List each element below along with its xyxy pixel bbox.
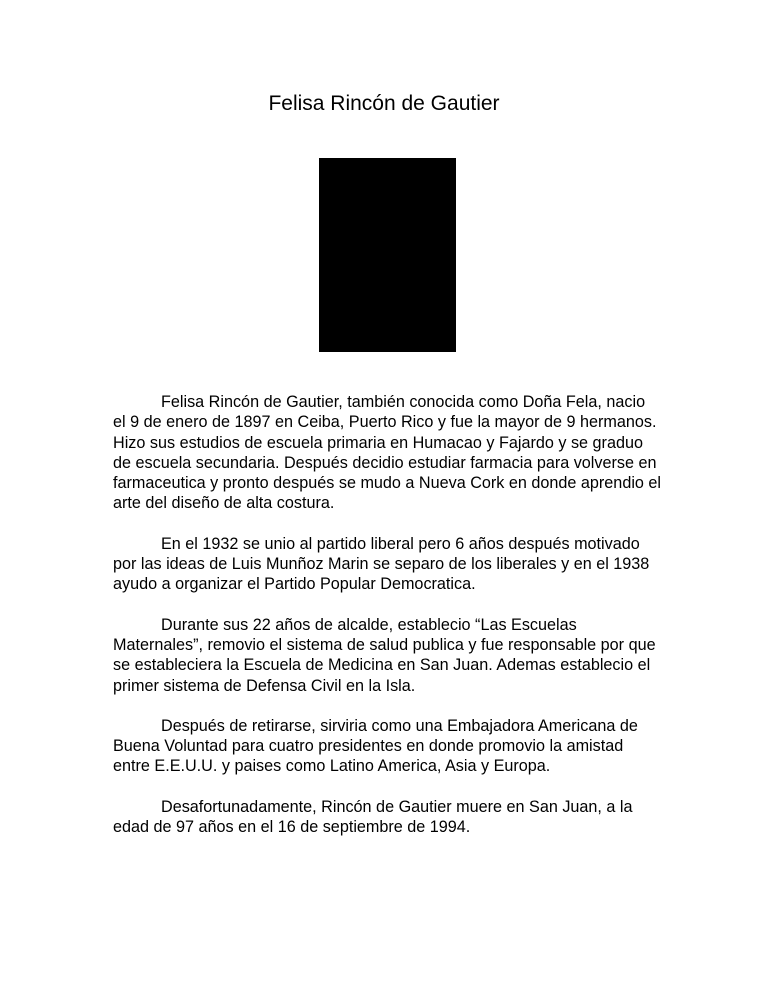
paragraph-2: En el 1932 se unio al partido liberal pero 6 años después motivado por las ideas de Luis Munñoz Marin se separo de los liberales y en el 1938 ayudo a organizar el Partido Popular Democratica.	[113, 534, 650, 594]
document-title: Felisa Rincón de Gautier	[268, 92, 500, 115]
paragraph-4: Después de retirarse, sirviria como una Embajadora Americana de Buena Voluntad para cuatro presidentes en donde promovio la amistad entre E.E.U.U. y paises como Latino America, Asia y Europa.	[113, 716, 638, 776]
document-body	[113, 392, 661, 857]
portrait-image	[319, 158, 456, 352]
paragraph-5: Desafortunadamente, Rincón de Gautier muere en San Juan, a la edad de 97 años en el 16 de septiembre de 1994.	[113, 797, 633, 837]
paragraph-1: Felisa Rincón de Gautier, también conocida como Doña Fela, nacio el 9 de enero de 1897 en Ceiba, Puerto Rico y fue la mayor de 9 hermanos. Hizo sus estudios de escuela primaria en Humacao y Fajardo y se graduo de escuela secundaria. Después decidio estudiar farmacia para volverse en farmaceutica y pronto después se mudo a Nueva Cork en donde aprendio el arte del diseño de alta costura.	[113, 393, 662, 513]
paragraph-3: Durante sus 22 años de alcalde, establecio “Las Escuelas Maternales”, removio el sistema de salud publica y fue responsable por que se estableciera la Escuela de Medicina en San Juan. Ademas establecio el primer sistema de Defensa Civil en la Isla.	[113, 615, 656, 695]
